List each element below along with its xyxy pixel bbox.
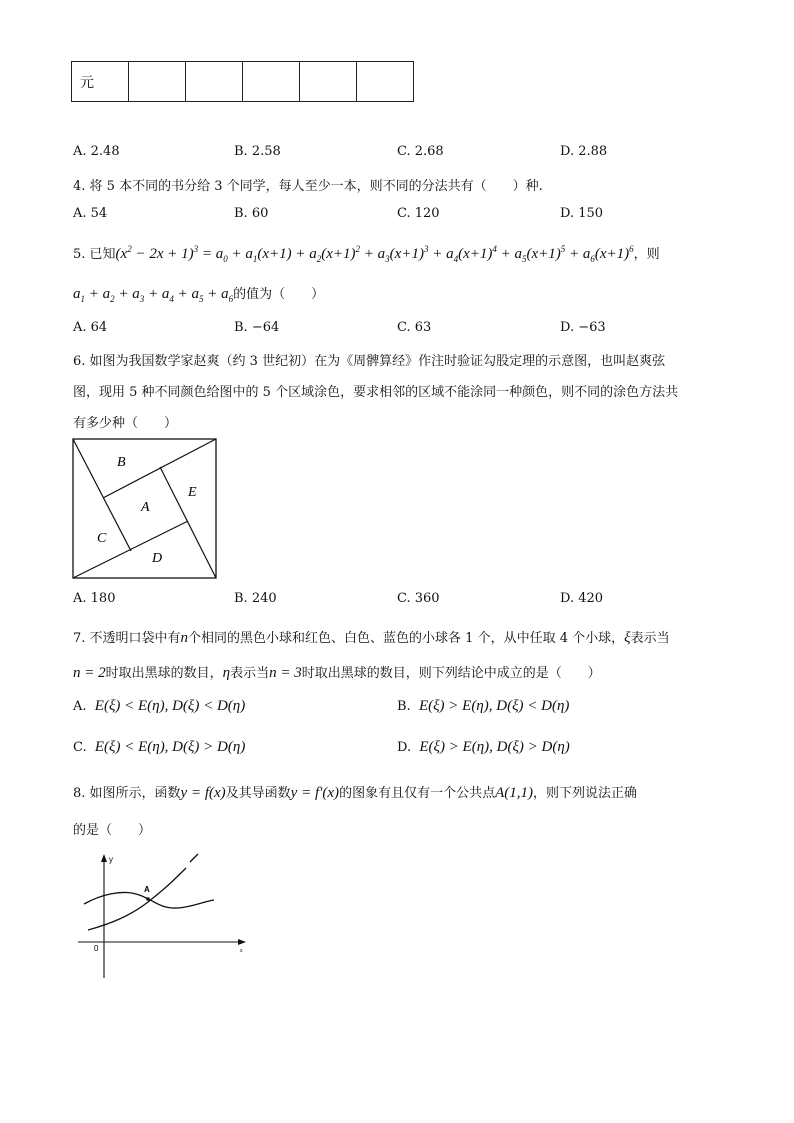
q7-text: 时取出黑球的数目， [105, 666, 223, 681]
q5-number: 5. 已知 [73, 247, 116, 262]
region-label-a: A [141, 500, 150, 515]
q6-option-b: B. 240 [234, 591, 277, 606]
q5-option-d: D. −63 [560, 320, 606, 335]
table-cell [357, 62, 414, 102]
origin-label: 0 [94, 944, 99, 953]
q5-line2 [73, 283, 324, 304]
option-label: C. [73, 740, 87, 755]
region-label-e: E [188, 485, 197, 500]
diagram-line [160, 467, 216, 578]
q6-option-d: D. 420 [560, 591, 604, 606]
point-label: A [144, 885, 150, 894]
q6-option-c: C. 360 [397, 591, 440, 606]
q8-text: 及其导函数 [225, 786, 291, 801]
q7-text: 时取出黑球的数目，则下列结论中成立的是（ ） [301, 666, 601, 681]
q8-text: 8. 如图所示，函数 [73, 786, 181, 801]
y-axis-label: y [109, 855, 113, 864]
q7-text: 表示当 [230, 666, 270, 681]
q3-option-c: C. 2.68 [397, 144, 444, 159]
x-axis-arrow [238, 939, 246, 945]
q6-line3: 有多少种（ ） [73, 416, 178, 431]
region-label-b: B [117, 455, 126, 470]
q3-option-d: D. 2.88 [560, 144, 608, 159]
q7-xi: ξ [624, 630, 631, 646]
table-cell: 元 [72, 62, 129, 102]
q6-line1: 6. 如图为我国数学家赵爽（约 3 世纪初）在为《周髀算经》作注时验证勾股定理的示意图，也叫赵爽弦 [73, 354, 666, 369]
curve-f-continuation [190, 854, 198, 862]
q6-option-a: A. 180 [73, 591, 116, 606]
q5-option-c: C. 63 [397, 320, 432, 335]
function-graph [74, 850, 254, 982]
q7-option-c-expr: E(ξ) < E(η), D(ξ) > D(η) [94, 739, 246, 755]
option-label: A. [73, 699, 87, 714]
table-cell [243, 62, 300, 102]
q8-fprime: y = f′(x) [290, 785, 340, 801]
q4-option-a: A. 54 [73, 206, 108, 221]
q7-line2 [73, 662, 601, 682]
q7-option-a-expr: E(ξ) < E(η), D(ξ) < D(η) [94, 698, 246, 714]
region-label-d: D [152, 551, 163, 566]
x-axis-label: x [240, 948, 243, 954]
q7-text: 个相同的黑色小球和红色、白色、蓝色的小球各 1 个，从中任取 4 个小球， [188, 631, 625, 646]
q7-option-c [73, 739, 245, 756]
q8-f: y = f(x) [180, 785, 226, 801]
q7-n-eq-2: n = 2 [73, 665, 106, 681]
zhao-shuang-diagram [70, 436, 220, 582]
q7-option-a [73, 698, 245, 715]
option-label: D. [397, 740, 412, 755]
q7-line1 [73, 627, 670, 647]
q5-line1 [73, 243, 660, 264]
price-table [71, 61, 414, 102]
q7-option-d-expr: E(ξ) > E(η), D(ξ) > D(η) [419, 739, 570, 755]
y-axis-arrow [101, 854, 107, 862]
q7-text: 表示当 [630, 631, 670, 646]
q8-line2: 的是（ ） [73, 823, 152, 838]
table-cell [300, 62, 357, 102]
q5-line2-tail: 的值为（ ） [233, 287, 325, 302]
q8-text: ，则下列说法正确 [532, 786, 637, 801]
intersection-point [146, 897, 150, 901]
table-cell [186, 62, 243, 102]
q4-text: 4. 将 5 本不同的书分给 3 个同学，每人至少一本，则不同的分法共有（ ）种. [73, 179, 543, 194]
q8-text: 的图象有且仅有一个公共点 [339, 786, 496, 801]
q4-option-b: B. 60 [234, 206, 269, 221]
q5-equation: $(x^2 - 2x + 1)^3 = a_0 + a_1(x+1) + a_2(x+1)^2 + a_3(x+1)^3 + a_4(x+1)^4 + a_5(x+1)^5 + a_6(x+1)^6$ [115, 244, 634, 264]
q7-option-d [397, 739, 570, 756]
q7-n: n [180, 630, 189, 646]
q6-line2: 图，现用 5 种不同颜色给图中的 5 个区域涂色，要求相邻的区域不能涂同一种颜色，则不同的涂色方法共 [73, 385, 679, 400]
q3-option-b: B. 2.58 [234, 144, 281, 159]
table-cell [129, 62, 186, 102]
region-label-c: C [97, 531, 107, 546]
q4-option-c: C. 120 [397, 206, 440, 221]
q5-option-a: A. 64 [73, 320, 108, 335]
q7-option-b [397, 698, 569, 715]
q3-option-a: A. 2.48 [73, 144, 120, 159]
option-label: B. [397, 699, 411, 714]
q8-line1 [73, 782, 637, 802]
diagram-line [73, 521, 188, 578]
curve-f [88, 868, 186, 930]
q7-option-b-expr: E(ξ) > E(η), D(ξ) < D(η) [418, 698, 570, 714]
q5-sum-expression: $a_1 + a_2 + a_3 + a_4 + a_5 + a_6$ [73, 286, 234, 304]
q7-text: 7. 不透明口袋中有 [73, 631, 181, 646]
q8-point: A(1,1) [495, 785, 533, 801]
q7-eta: η [222, 665, 231, 681]
q5-tail: ，则 [633, 247, 660, 262]
q4-option-d: D. 150 [560, 206, 604, 221]
q7-n-eq-3: n = 3 [269, 665, 302, 681]
q5-option-b: B. −64 [234, 320, 280, 335]
